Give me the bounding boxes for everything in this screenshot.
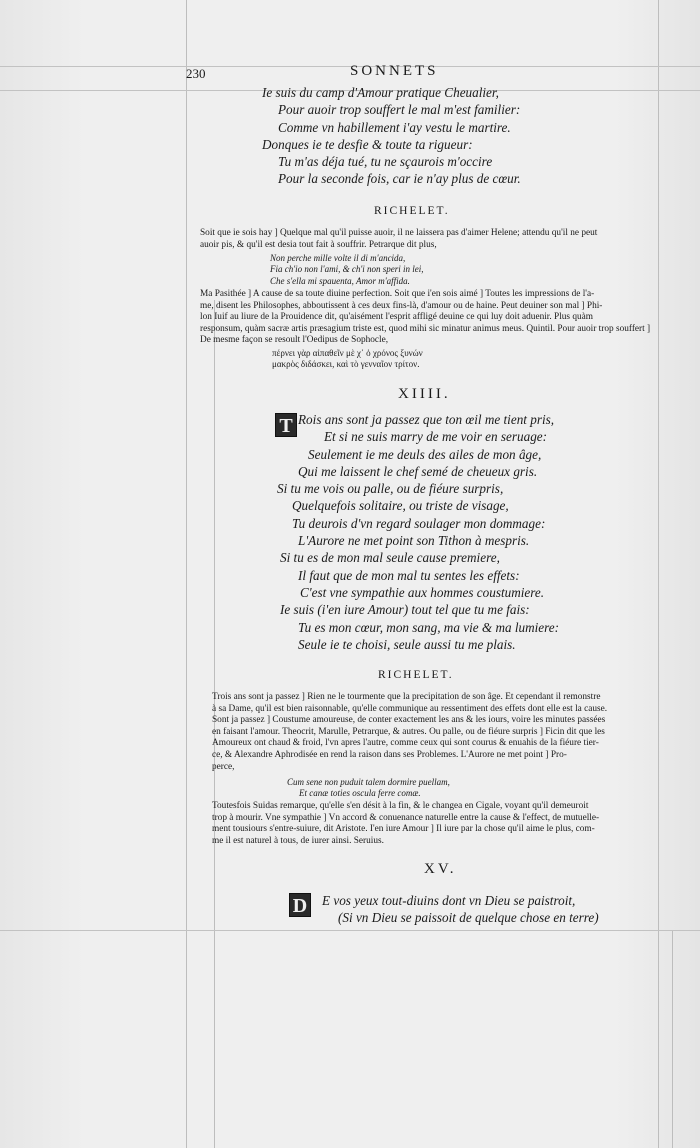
quote-line: Fia ch'io non l'ami, & ch'i non speri in lei, — [270, 264, 424, 275]
sonnet-end-verse — [262, 84, 521, 188]
commentary-paragraph — [212, 692, 668, 773]
prose-line: Ma Pasithée ] A cause de sa toute diuine perfection. Soit que i'en sois aimé ] Toutes les impressions de l'a- — [200, 289, 595, 299]
verse-line: Si tu me vois ou palle, ou de fiéure surpris, — [277, 481, 504, 497]
verse-line: E vos yeux tout-diuins dont vn Dieu se paistroit, — [322, 893, 576, 908]
quote-line: πέρνει γὰρ αἰπαθεῖν μὲ χ᾽ ὁ χρόνος ξυνών — [272, 348, 423, 358]
prose-line: Amoureux ont chaud & froid, l'vn apres l'autre, comme ceux qui sont courus & enuahis de la fiéure tier- — [212, 738, 599, 749]
verse-line: Rois ans sont ja passez que ton œil me tient pris, — [298, 412, 555, 427]
dropcap-initial: T — [275, 413, 297, 437]
sonnet-xv-verse — [322, 892, 599, 927]
page-number: 230 — [186, 66, 206, 81]
verse-line: Pour la seconde fois, car ie n'ay plus de cœur. — [278, 171, 521, 187]
verse-line: Donques ie te desfie & toute ta rigueur: — [262, 136, 473, 152]
commentary-heading: RICHELET. — [374, 205, 450, 217]
verse-line: Qui me laissent le chef semé de cheueux gris. — [298, 463, 538, 479]
commentary-paragraph — [200, 289, 652, 347]
scan-rule-vertical — [658, 0, 659, 1148]
prose-line: ce, & Alexandre Aphrodisée en rend la raison dans ses Problemes. L'Aurore ne met point ] Pro- — [212, 749, 567, 760]
verse-line: Et si ne suis marry de me voir en seruage: — [324, 429, 548, 445]
verse-line: Tu m'as déja tué, tu ne sçaurois m'occire — [278, 154, 493, 170]
prose-line: Sont ja passez ] Coustume amoureuse, de conter exactement les ans & les iours, voire les minutes passées — [212, 715, 606, 726]
scan-rule-vertical — [186, 0, 187, 1148]
verse-line: Tu deurois d'vn regard soulager mon dommage: — [292, 515, 546, 531]
prose-line: me il est naturel à tous, de iurer ainsi. Seruius. — [212, 835, 384, 846]
commentary-paragraph — [212, 801, 668, 847]
prose-line: responsum, quàm sacræ artis præsagium triste est, quod mihi sic minatur animus meus. Quintil. Pour auoir trop souffert ] — [200, 323, 651, 334]
verse-line: Seulement ie me deuls des ailes de mon âge, — [308, 446, 542, 462]
quote-line: Che s'ella mi spauenta, Amor m'affida. — [270, 275, 410, 286]
sonnet-xiiii-verse — [277, 411, 560, 653]
verse-line: C'est vne sympathie aux hommes coustumiere. — [300, 584, 545, 600]
prose-line: trop à mourir. Vne sympathie ] Vn accord & conuenance naturelle entre la cause & l'effect, de mutuelle- — [212, 812, 600, 823]
quote-line: Et canæ toties oscula ferre comæ. — [299, 788, 421, 799]
commentary-paragraph — [200, 228, 652, 251]
prose-line: Soit que ie sois hay ] Quelque mal qu'il puisse auoir, il ne laissera pas d'aimer Helene; attendu qu'il ne peut — [200, 228, 598, 238]
verse-line: (Si vn Dieu se paissoit de quelque chose en terre) — [338, 910, 599, 926]
verse-line: L'Aurore ne met point son Tithon à mespris. — [298, 533, 530, 549]
prose-line: perce, — [212, 761, 235, 772]
prose-line: ment tousiours s'entre-suiure, dit Aristote. I'en iure Amour ] Il iure par la chose qu'il aime le plus, com- — [212, 824, 595, 835]
sonnet-number: XV. — [424, 861, 457, 877]
prose-line: auoir pis, & qu'il est desia tout fait à souffrir. Petrarque dit plus, — [200, 239, 437, 250]
scan-rule-horizontal — [0, 930, 700, 931]
verse-line: Ie suis (i'en iure Amour) tout tel que tu me fais: — [280, 602, 530, 618]
prose-line: lon Iuif au liure de la Prouidence dit, qu'aisément l'esprit affligé deuine ce qui luy doit aduenir. Plus quàm — [200, 312, 594, 323]
prose-line: Toutesfois Suidas remarque, qu'elle s'en désit à la fin, & le changea en Cigale, voyant qu'il demeuroit — [212, 801, 589, 811]
verse-line: Il faut que de mon mal tu sentes les effets: — [298, 567, 520, 583]
prose-line: en faisant l'amour. Theocrit, Marulle, Petrarque, & autres. Ou palle, ou de fiéure surpris ] Ficin dit que les — [212, 726, 605, 737]
running-head: SONNETS — [350, 63, 439, 79]
sonnet-number: XIIII. — [398, 386, 451, 402]
latin-quotation — [287, 777, 450, 800]
prose-line: à sa Dame, qu'il est bien raisonnable, qu'elle communique au ressentiment des effets dont elle est la cause. — [212, 703, 608, 714]
quote-line: Non perche mille volte il di m'ancida, — [270, 253, 406, 263]
verse-line: Quelquefois solitaire, ou triste de visage, — [292, 498, 509, 514]
quote-line: μακρὸς διδάσκει, καὶ τὸ γενναῖον τρίτον. — [272, 359, 420, 370]
dropcap-initial: D — [289, 893, 311, 917]
prose-line: Trois ans sont ja passez ] Rien ne le tourmente que la precipitation de son âge. Et cependant il remonstre — [212, 692, 601, 702]
verse-line: Ie suis du camp d'Amour pratique Cheualier, — [262, 85, 499, 100]
verse-line: Seule ie te choisi, seule aussi tu me plais. — [298, 636, 516, 652]
scan-rule-vertical — [672, 930, 673, 1148]
prose-line: me, disent les Philosophes, abboutissent à ces deux fins-là, d'amour ou de haine. Peut deuiner son mal ] Phi- — [200, 300, 603, 311]
verse-line: Tu es mon cœur, mon sang, ma vie & ma lumiere: — [298, 619, 560, 635]
verse-line: Si tu es de mon mal seule cause premiere, — [280, 550, 500, 566]
verse-line: Pour auoir trop souffert le mal m'est familier: — [278, 102, 521, 118]
italian-quotation — [270, 253, 424, 287]
prose-line: De mesme façon se resoult l'Oedipus de Sophocle, — [200, 335, 389, 346]
verse-line: Comme vn habillement i'ay vestu le martire. — [278, 119, 511, 135]
commentary-heading: RICHELET. — [378, 669, 454, 681]
quote-line: Cum sene non puduit talem dormire puellam, — [287, 777, 450, 787]
greek-quotation — [272, 348, 423, 371]
